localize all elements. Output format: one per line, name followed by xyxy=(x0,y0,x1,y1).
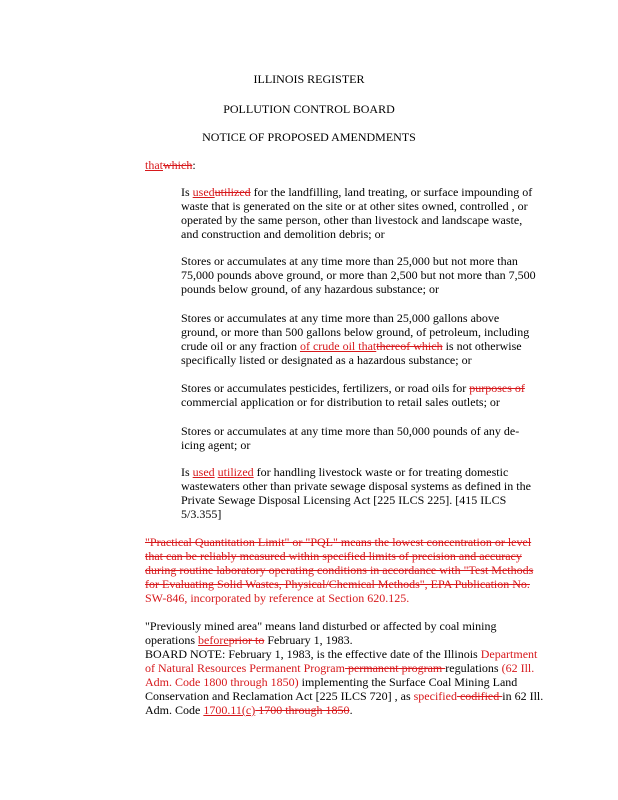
notice-title: NOTICE OF PROPOSED AMENDMENTS xyxy=(202,130,416,144)
definition-item-6: Is used utilized for handling livestock waste or for treating domestic wastewaters other than private sewage disposal systems as defined in the Private Sewage Disposal Licensing Act [225 ILCS 225]. [415 ILCS 5/3.355] xyxy=(181,465,531,521)
definition-item-1: Is usedutilized for the landfilling, land treating, or surface impounding of waste that is generated on the site or at other sites owned, controlled , or operated by the same person, other than livestock and landscape waste, and construction and demolition debris; or xyxy=(181,185,533,241)
inserted-text: before xyxy=(198,633,229,647)
previously-mined-area-definition: "Previously mined area" means land disturbed or affected by coal mining operations beforeprior to February 1, 1983. BOARD NOTE: February 1, 1983, is the effective date of the Illinois Department of Natural Resources Permanent Program permanent program regulations (62 Ill. Adm. Code 1800 through 1850) implementing the Surface Coal Mining Land Conservation and Reclamation Act [225 ILCS 720] , as specified codified in 62 Ill. Adm. Code 1700.11(c) 1700 through 1850. xyxy=(145,619,544,717)
deleted-text: prior to xyxy=(228,633,265,647)
board-note-label: BOARD NOTE: February 1, 1983, is the effective date of the Illinois xyxy=(145,647,481,661)
intro-line: thatwhich: xyxy=(145,158,196,172)
register-title: ILLINOIS REGISTER xyxy=(253,72,365,86)
definition-item-4: Stores or accumulates pesticides, fertilizers, or road oils for purposes of commercial application or for distribution to retail sales outlets; or xyxy=(181,381,525,409)
definition-item-5: Stores or accumulates at any time more than 50,000 pounds of any de- icing agent; or xyxy=(181,424,520,452)
deleted-text: utilized xyxy=(214,185,251,199)
inserted-text: utilized xyxy=(217,465,254,479)
inserted-text: used xyxy=(192,465,215,479)
inserted-text: used xyxy=(192,185,215,199)
board-title: POLLUTION CONTROL BOARD xyxy=(223,102,395,116)
definition-item-3: Stores or accumulates at any time more than 25,000 gallons above ground, or more than 500 gallons below ground, of petroleum, including crude oil or any fraction of crude oil thatthereof which is not otherwise specifically listed or designated as a hazardous substance; or xyxy=(181,311,530,367)
deleted-text: thereof which xyxy=(376,339,443,353)
deleted-text: codified xyxy=(456,689,503,703)
deleted-text: permanent program xyxy=(344,661,446,675)
deleted-text: which xyxy=(163,158,193,172)
pql-definition-deleted: "Practical Quantitation Limit" or "PQL" means the lowest concentration or level that can be reliably measured within specified limits of precision and accuracy during routine laboratory operating conditions in accordance with "Test Methods for Evaluating Solid Wastes, Physical/Chemical Methods", EPA Publication No. SW-846, incorporated by reference at Section 620.125. xyxy=(145,535,534,605)
deleted-text: purposes of xyxy=(469,381,525,395)
deleted-text: 1700 through 1850 xyxy=(255,703,350,717)
inserted-text: that xyxy=(145,158,163,172)
definition-item-2: Stores or accumulates at any time more than 25,000 but not more than 75,000 pounds above ground, or more than 2,500 but not more than 7,500 pounds below ground, of any hazardous substance; or xyxy=(181,254,536,296)
inserted-text: of crude oil that xyxy=(299,339,377,353)
inserted-text: 1700.11(c) xyxy=(203,703,256,717)
